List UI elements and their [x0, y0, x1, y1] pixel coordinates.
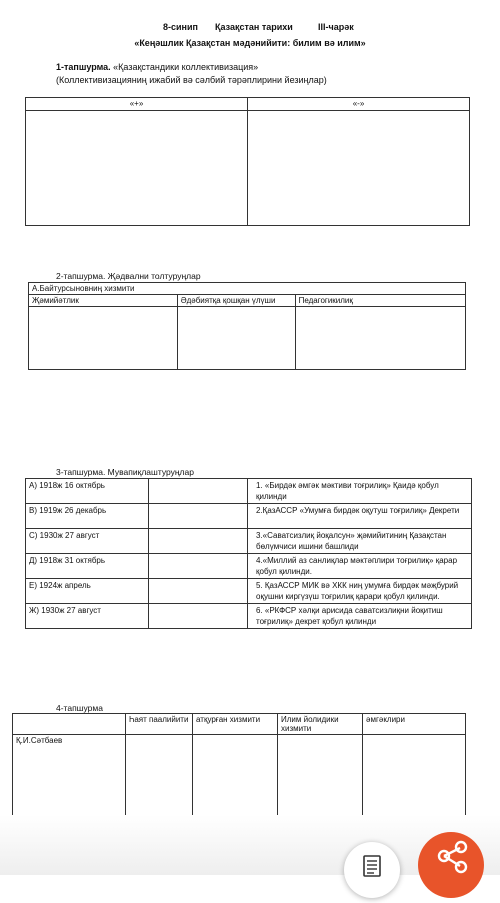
list-button[interactable] — [344, 842, 400, 898]
answer-cell — [149, 604, 248, 629]
table-row — [26, 504, 472, 529]
task4-col-header: Илим йолидики хизмити — [278, 714, 363, 735]
event-cell: 1. «Бирдәк әмгәк мәктиви тоғрилиқ» Қаидә қобул қилинди — [248, 479, 472, 504]
date-cell: Д) 1918ж 31 октябрь — [26, 554, 149, 579]
minus-column-header: «-» — [248, 98, 470, 111]
task1-subtitle: (Коллективизацияниң ижабий вә сәлбий тәрәплирини йезиңлар) — [56, 75, 327, 85]
task1-table — [25, 97, 470, 226]
event-cell: 5. ҚазАССР МИК вә ХКК ниң умумға бирдәк мәҗбурий оқушни киргүзүш тоғрилиқ қарари қобул қилинди. — [248, 579, 472, 604]
event-cell: 2.ҚазАССР «Умумға бирдәк оқутуш тоғрилиқ» Декрети — [248, 504, 472, 529]
share-button[interactable] — [418, 832, 484, 898]
task4-col-header: әмгәклири — [363, 714, 466, 735]
plus-cell — [26, 111, 248, 226]
task2-section-label: А.Байтурсыновниң хизмити — [29, 283, 466, 295]
task4-col-header: атқурған хизмити — [193, 714, 278, 735]
table-row — [26, 554, 472, 579]
task2-col-header: Әдәбиятқа қошқан үлүши — [177, 295, 295, 307]
answer-cell — [149, 529, 248, 554]
task1-title-bold: 1-тапшурма. — [56, 62, 111, 72]
answer-cell — [149, 579, 248, 604]
event-cell: 6. «РКФСР хәлқи арисида саватсизлиқни йоқитиш тоғрилиқ» декрет қобул қилинди — [248, 604, 472, 629]
date-cell: С) 1930ж 27 август — [26, 529, 149, 554]
person-name: Қ.И.Сәтбаев — [13, 735, 126, 848]
task2-cell — [177, 307, 295, 370]
date-cell: Е) 1924ж апрель — [26, 579, 149, 604]
date-cell: Ж) 1930ж 27 август — [26, 604, 149, 629]
date-cell: А) 1918ж 16 октябрь — [26, 479, 149, 504]
share-icon — [418, 832, 484, 898]
answer-cell — [149, 554, 248, 579]
event-cell: 4.«Миллий аз санлиқлар мәктәплири тоғрилиқ» қарар қобул қилинди. — [248, 554, 472, 579]
minus-cell — [248, 111, 470, 226]
table-row — [26, 479, 472, 504]
task4-col-header: Һаят паалийити — [126, 714, 193, 735]
document-list-icon — [344, 842, 400, 898]
table-row — [26, 529, 472, 554]
subject-label: Қазақстан тарихи — [215, 22, 293, 32]
task3-title: 3-тапшурма. Мувапиқлаштуруңлар — [56, 467, 194, 477]
event-cell: 3.«Саватсизлиқ йоқалсун» җәмийитиниң Қазақстан бөлүмчиси ишини башлиди — [248, 529, 472, 554]
answer-cell — [149, 479, 248, 504]
task1-title — [56, 62, 258, 72]
grade-label: 8-синип — [163, 22, 198, 32]
task2-title: 2-тапшурма. Җәдвални толтуруңлар — [56, 271, 201, 281]
task4-corner-cell — [13, 714, 126, 735]
task4-title: 4-тапшурма — [56, 703, 103, 713]
task2-col-header: Педагогикилиқ — [295, 295, 465, 307]
task2-col-header: Җәмийәтлик — [29, 295, 178, 307]
plus-column-header: «+» — [26, 98, 248, 111]
task2-table — [28, 282, 466, 370]
table-row — [26, 604, 472, 629]
task1-title-rest: «Қазақстандики коллективизация» — [110, 62, 259, 72]
date-cell: В) 1919ж 26 декабрь — [26, 504, 149, 529]
quarter-label: III-чарәк — [318, 22, 354, 32]
topic-title: «Кеңәшлик Қазақстан мәдәнийити: билим вә илим» — [134, 38, 366, 48]
table-row — [26, 579, 472, 604]
task3-table — [25, 478, 472, 629]
task2-cell — [29, 307, 178, 370]
task2-cell — [295, 307, 465, 370]
answer-cell — [149, 504, 248, 529]
